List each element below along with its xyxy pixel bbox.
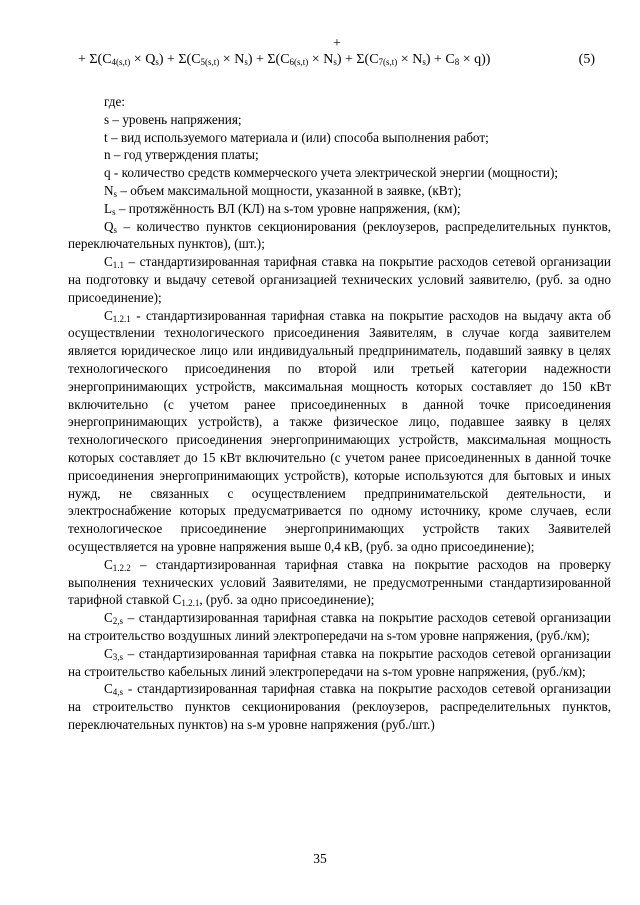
symbol-subscript: 1.2.2	[112, 562, 131, 573]
symbol-subscript: 4,s	[112, 687, 124, 698]
formula-part: × Q	[130, 52, 156, 67]
formula-part: × N	[397, 52, 423, 67]
definition-c3s	[68, 645, 611, 681]
formula-subscript: 7(s,t)	[378, 57, 398, 67]
symbol-subscript: s	[113, 224, 118, 235]
formula-subscript: s	[155, 57, 159, 67]
symbol-subscript: 3,s	[112, 651, 124, 662]
formula-subscript: s	[244, 57, 248, 67]
symbol: Q	[104, 218, 114, 234]
formula-part: × N	[219, 52, 245, 67]
formula-part: ) + Σ(C	[247, 52, 290, 67]
document-body	[68, 93, 611, 734]
formula-subscript: 4(s,t)	[111, 57, 131, 67]
definition-c11	[68, 253, 611, 306]
definition-q: q - количество средств коммерческого учета электрической энергии (мощности);	[104, 165, 559, 181]
definition-n: n – год утверждения платы;	[104, 147, 259, 163]
formula-part: + Σ(C	[78, 52, 112, 67]
formula-subscript: s	[422, 57, 426, 67]
formula-line	[78, 52, 623, 68]
page-number: 35	[313, 851, 327, 866]
formula-number: (5)	[578, 52, 595, 67]
definition-t: t – вид используемого материала и (или) способа выполнения работ;	[104, 129, 489, 145]
formula-part: ) + C	[425, 52, 455, 67]
symbol: C	[104, 645, 113, 661]
formula-part: ) + Σ(C	[336, 52, 379, 67]
symbol: C	[104, 556, 113, 572]
formula-part: × q))	[459, 52, 491, 67]
symbol-subscript: 2,s	[112, 616, 124, 627]
formula-subscript: s	[333, 57, 337, 67]
definition-text: – стандартизированная тарифная ставка на покрытие расходов сетевой организации на строительство воздушных линий электропередачи на s-том уровне напряжения, (руб./км);	[68, 610, 611, 643]
definition-text: - стандартизированная тарифная ставка на покрытие расходов сетевой организации на строительство пунктов секционирования (реклоузеров, распределительных пунктов, переключательных пунктов) на s-м уровне напряжения (руб./шт.)	[68, 681, 611, 732]
formula-subscript: 5(s,t)	[200, 57, 220, 67]
definition-s: s – уровень напряжения;	[104, 111, 242, 127]
definition-text: – объем максимальной мощности, указанной в заявке, (кВт);	[117, 182, 462, 198]
definition-c122	[68, 556, 611, 609]
definition-c121	[68, 307, 611, 556]
formula-plus-sign: +	[333, 36, 341, 51]
definition-text: – количество пунктов секционирования (реклоузеров, распределительных пунктов, переключательных пунктов), (шт.);	[68, 218, 611, 252]
definition-text: , (руб. за одно присоединение);	[199, 592, 375, 608]
symbol: C	[104, 307, 113, 323]
definition-c4s	[68, 680, 611, 733]
symbol: C	[104, 610, 113, 626]
definition-text: - стандартизированная тарифная ставка на покрытие расходов на выдачу акта об осуществлении технологического присоединения Заявителям, в случае когда заявителем является юридическое лицо или индивидуальный предприниматель, подавший заявку в целях технологического присоединения по второй или третьей категории надежности энергопринимающих устройств, максимальная мощность которых составляет до 150 кВт включительно (с учетом ранее присоединенных в данной точке присоединения энергопринимающих устройств), а также физическое лицо, подавшее заявку в целях технологического присоединения энергопринимающих устройств, максимальная мощность которых составляет до 15 кВт включительно (с учетом ранее присоединенных в данной точке присоединения энергопринимающих устройств), которые используются для бытовых и иных нужд, не связанных с осуществлением предпринимательской деятельности, и электроснабжение которых предусматривается по одному источнику, кроме случаев, если технологическое присоединение энергопринимающих устройств таких Заявителей осуществляется на уровне напряжения выше 0,4 кВ, (руб. за одно присоединение);	[68, 307, 611, 554]
symbol: C	[104, 681, 113, 697]
definition-qs	[68, 218, 611, 254]
where-label: где:	[104, 94, 125, 109]
formula-part: ) + Σ(C	[158, 52, 201, 67]
definition-text: – стандартизированная тарифная ставка на покрытие расходов на проверку выполнения технических условий Заявителями, не предусмотренными стандартизированной тарифной ставкой С	[68, 556, 611, 608]
definition-ls	[68, 200, 611, 218]
symbol-subscript: 1.2.1	[181, 598, 200, 609]
definition-c2s	[68, 609, 611, 645]
definition-text: – стандартизированная тарифная ставка на покрытие расходов сетевой организации на подготовку и выдачу сетевой организацией технических условий заявителю, (руб. за одно присоединение);	[68, 254, 611, 305]
symbol: C	[104, 254, 113, 270]
symbol-subscript: s	[113, 188, 118, 199]
symbol: L	[104, 200, 113, 216]
symbol-subscript: 1.1	[112, 260, 125, 271]
formula-subscript: 8	[454, 57, 460, 67]
definition-text: – стандартизированная тарифная ставка на покрытие расходов сетевой организации на строительство кабельных линий электропередачи на s-том уровне напряжения, (руб./км);	[68, 645, 611, 679]
definition-text: – протяжённость ВЛ (КЛ) на s-том уровне напряжения, (км);	[115, 200, 461, 216]
formula-subscript: 6(s,t)	[289, 57, 309, 67]
symbol: N	[104, 182, 114, 198]
symbol-subscript: 1.2.1	[112, 313, 131, 324]
symbol-subscript: s	[112, 206, 116, 217]
formula-part: × N	[308, 52, 334, 67]
definition-ns	[68, 182, 611, 200]
